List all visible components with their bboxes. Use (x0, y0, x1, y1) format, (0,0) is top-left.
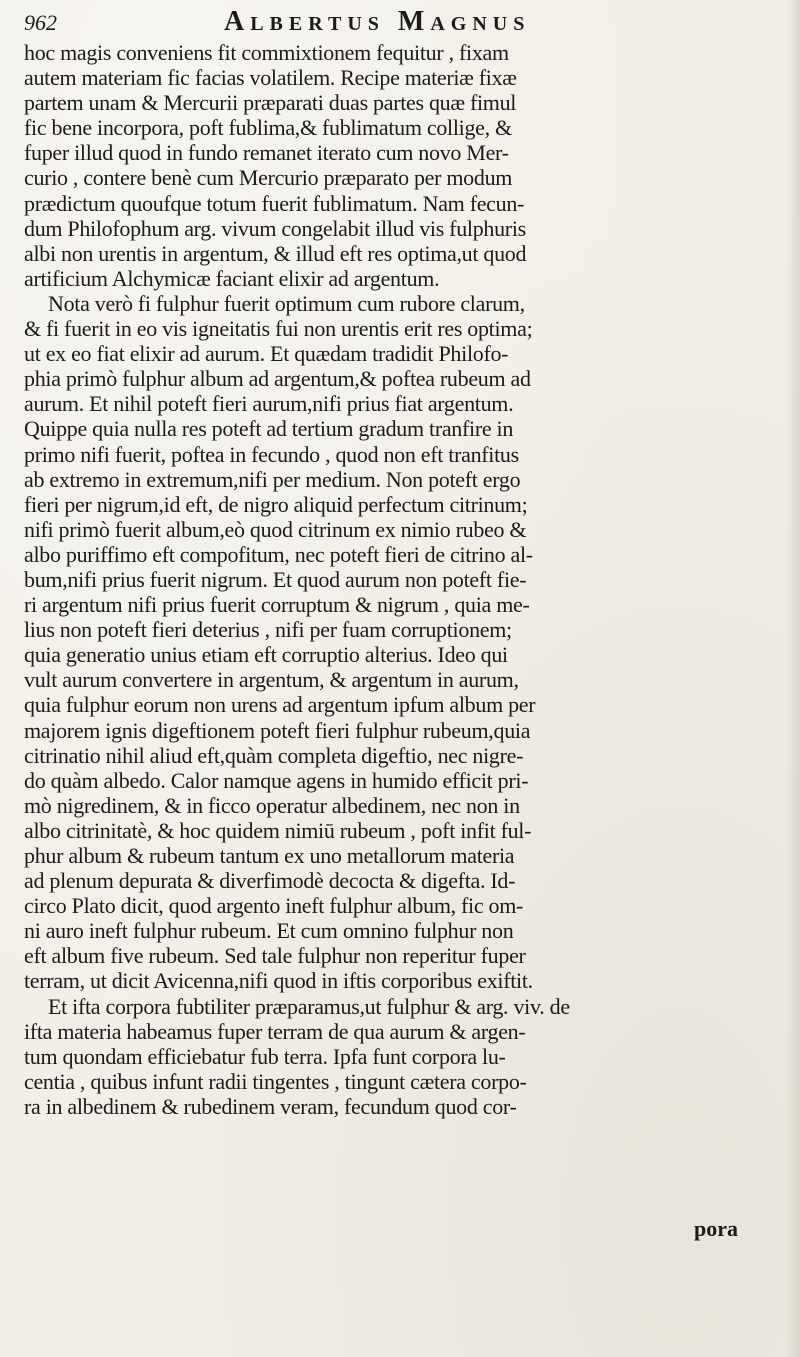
running-head: Albertus Magnus (224, 6, 531, 37)
text-line: ri argentum nifi prius fuerit corruptum & nigrum , quia me- (24, 592, 530, 618)
text-line: fieri per nigrum,id eft, de nigro aliquid perfectum citrinum; (24, 491, 528, 517)
text-line: ni auro ineft fulphur rubeum. Et cum omnino fulphur non (24, 918, 514, 944)
text-line: Quippe quia nulla res poteft ad tertium gradum tranfire in (24, 416, 514, 442)
text-line: albo citrinitatè, & hoc quidem nimiū rubeum , poft infit ful- (24, 817, 532, 843)
text-line: artificium Alchymicæ faciant elixir ad argentum. (24, 265, 440, 291)
text-line: fic bene incorpora, poft fublima,& fublimatum collige, & (24, 115, 512, 141)
text-line: terram, ut dicit Avicenna,nifi quod in iftis corporibus exiftit. (24, 968, 533, 994)
text-line: lius non poteft fieri deterius , nifi per fuam corruptionem; (24, 617, 512, 643)
text-line: tum quondam efficiebatur fub terra. Ipfa funt corpora lu- (24, 1043, 506, 1069)
text-line: aurum. Et nihil poteft fieri aurum,nifi prius fiat argentum. (24, 391, 514, 417)
text-line: dum Philofophum arg. vivum congelabit illud vis fulphuris (24, 215, 526, 241)
text-line: centia , quibus infunt radii tingentes , tingunt cætera corpo- (24, 1068, 527, 1094)
text-line: fuper illud quod in fundo remanet iterato cum novo Mer- (24, 140, 509, 166)
text-line: circo Plato dicit, quod argento ineft fulphur album, fic om- (24, 893, 524, 919)
text-line: quia fulphur eorum non urens ad argentum ipfum album per (24, 692, 536, 718)
text-line: hoc magis conveniens fit commixtionem fequitur , fixam (24, 40, 509, 65)
text-line: ifta materia habeamus fuper terram de qua aurum & argen- (24, 1018, 526, 1044)
text-line: albo puriffimo eft compofitum, nec poteft fieri de citrino al- (24, 541, 533, 567)
text-line: citrinatio nihil aliud eft,quàm completa digeftio, nec nigre- (24, 742, 524, 768)
text-line: ad plenum depurata & diverfimodè decocta & digefta. Id- (24, 868, 516, 894)
page-number: 962 (24, 10, 57, 35)
text-line: phia primò fulphur album ad argentum,& poftea rubeum ad (24, 366, 531, 392)
text-line: Et ifta corpora fubtiliter præparamus,ut fulphur & arg. viv. de (48, 993, 570, 1019)
text-line: majorem ignis digeftionem poteft fieri fulphur rubeum,quia (24, 717, 531, 743)
text-line: ab extremo in extremum,nifi per medium. Non poteft ergo (24, 466, 521, 492)
text-line: prædictum quoufque totum fuerit fublimatum. Nam fecun- (24, 190, 525, 216)
text-line: ut ex eo fiat elixir ad aurum. Et quædam tradidit Philofo- (24, 341, 509, 367)
text-line: curio , contere benè cum Mercurio præparato per modum (24, 165, 513, 191)
text-line: do quàm albedo. Calor namque agens in humido efficit pri- (24, 767, 529, 793)
text-line: eft album five rubeum. Sed tale fulphur non reperitur fuper (24, 943, 526, 969)
text-line: quia generatio unius etiam eft corruptio alterius. Ideo qui (24, 642, 508, 668)
text-line: vult aurum convertere in argentum, & argentum in aurum, (24, 667, 519, 693)
body-text (24, 40, 776, 1119)
text-line: primo nifi fuerit, poftea in fecundo , quod non eft tranfitus (24, 441, 519, 467)
page-header (24, 6, 764, 40)
text-line: mò nigredinem, & in ficco operatur albedinem, nec non in (24, 792, 520, 818)
text-line: partem unam & Mercurii præparati duas partes quæ fimul (24, 90, 517, 116)
text-line: & fi fuerit in eo vis igneitatis fui non urentis erit res optima; (24, 316, 533, 342)
text-line: ra in albedinem & rubedinem veram, fecundum quod cor- (24, 1093, 517, 1119)
text-line: autem materiam fic facias volatilem. Recipe materiæ fixæ (24, 65, 517, 91)
text-line: Nota verò fi fulphur fuerit optimum cum rubore clarum, (48, 290, 525, 316)
text-line: phur album & rubeum tantum ex uno metallorum materia (24, 843, 515, 868)
text-line: albi non urentis in argentum, & illud eft res optima,ut quod (24, 240, 527, 266)
text-line: nifi primò fuerit album,eò quod citrinum ex nimio rubeo & (24, 516, 527, 542)
text-line: bum,nifi prius fuerit nigrum. Et quod aurum non poteft fie- (24, 566, 527, 592)
catchword: pora (694, 1216, 738, 1241)
page-edge-shadow (786, 0, 800, 1357)
